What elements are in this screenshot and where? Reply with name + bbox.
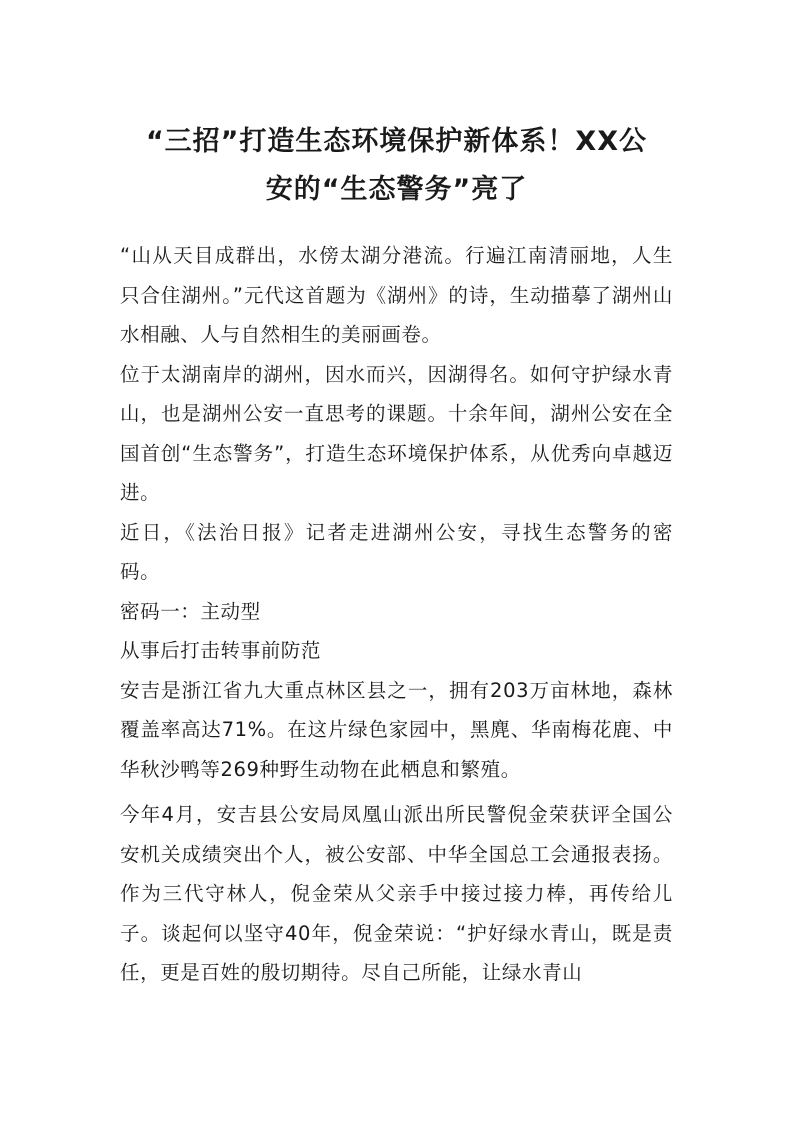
paragraph-anji-forest: 安吉是浙江省九大重点林区县之一，拥有203万亩林地，森林覆盖率高达71%。在这片绿色家园中，黑麂、华南梅花鹿、中华秋沙鸭等269种野生动物在此栖息和繁殖。 <box>120 678 673 781</box>
paragraph-ni-jinrong: 今年4月，安吉县公安局凤凰山派出所民警倪金荣获评全国公安机关成绩突出个人，被公安部、中华全国总工会通报表扬。作为三代守林人，倪金荣从父亲手中接过接力棒，再传给儿子。谈起何以坚守40年，倪金荣说：“护好绿水青山，既是责任，更是百姓的殷切期待。尽自己所能，让绿水青山 <box>120 803 673 984</box>
title-line-1: “三招”打造生态环境保护新体系！XX公 <box>145 126 648 157</box>
title-line-2: 安的“生态警务”亮了 <box>265 174 528 205</box>
paragraph-reporter-visit: 近日，《法治日报》记者走进湖州公安，寻找生态警务的密码。 <box>120 520 673 583</box>
paragraph-huzhou-background: 位于太湖南岸的湖州，因水而兴，因湖得名。如何守护绿水青山，也是湖州公安一直思考的课题。十余年间，湖州公安在全国首创“生态警务”，打造生态环境保护体系，从优秀向卓越迈进。 <box>120 362 673 504</box>
section-subheading: 从事后打击转事前防范 <box>120 639 322 662</box>
paragraph-poem-intro: “山从天目成群出，水傍太湖分港流。行遍江南清丽地，人生只合住湖州。”元代这首题为《湖州》的诗，生动描摹了湖州山水相融、人与自然相生的美丽画卷。 <box>120 244 673 346</box>
section-heading-code-one: 密码一：主动型 <box>120 599 261 623</box>
document-title <box>120 118 673 214</box>
article-body <box>120 236 673 993</box>
